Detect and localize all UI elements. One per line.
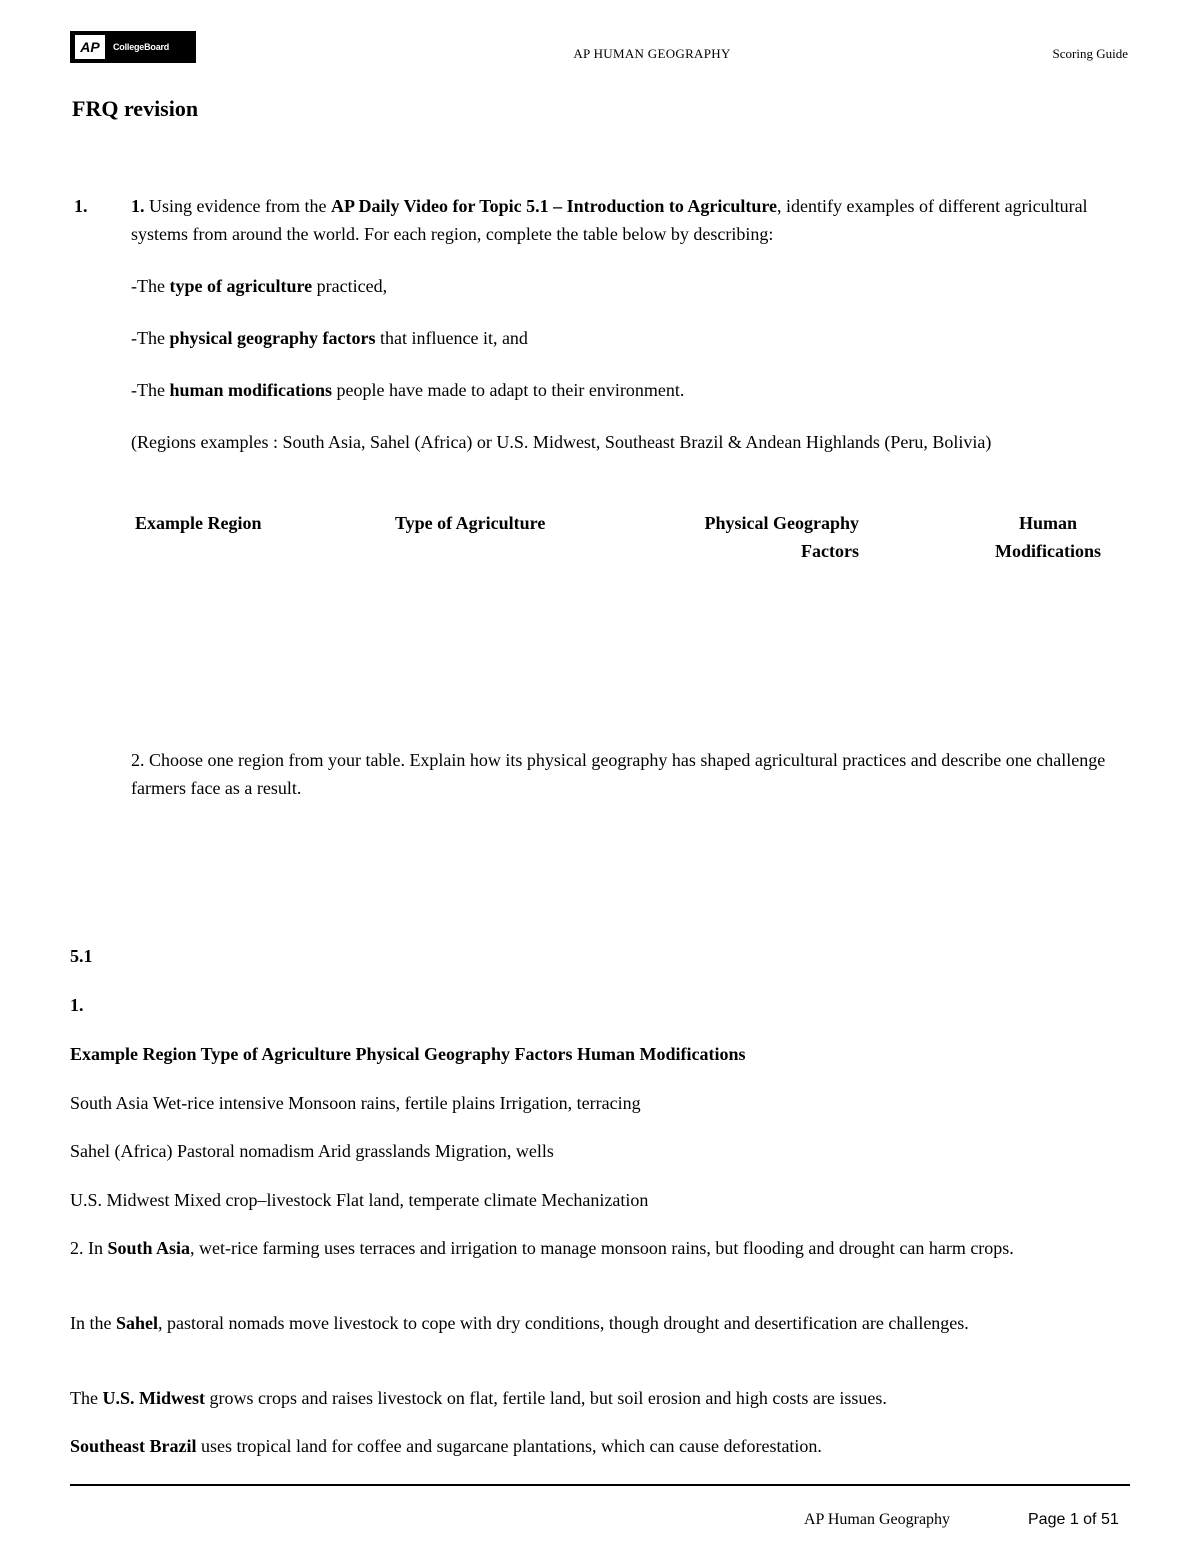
paragraph-prefix: In the xyxy=(70,1313,116,1333)
logo-ap-mark: AP xyxy=(75,35,105,59)
bullet-suffix: that influence it, and xyxy=(375,328,528,348)
answer-section-number: 5.1 xyxy=(70,946,93,966)
bullet-keyword: physical geography factors xyxy=(169,328,376,348)
logo-brand-text: CollegeBoard xyxy=(113,42,170,52)
answer-paragraph-south-asia xyxy=(70,1236,1130,1261)
bullet-human-modifications xyxy=(131,376,684,404)
bullet-keyword: human modifications xyxy=(169,380,333,400)
table-header-physical-geography: Physical Geography Factors xyxy=(704,513,859,561)
question-1-lead-number: 1. xyxy=(131,196,145,216)
header-course-title: AP HUMAN GEOGRAPHY xyxy=(573,46,731,61)
table-header-human-modifications: Human Modifications xyxy=(995,513,1101,561)
paragraph-region: Southeast Brazil xyxy=(70,1436,197,1456)
paragraph-prefix: 2. In xyxy=(70,1238,108,1258)
answer-paragraph-sahel xyxy=(70,1311,1130,1336)
footer-page-number: Page 1 of 51 xyxy=(1028,1511,1119,1528)
question-1-text-b: , identify examples of different agricultural systems from around the world. For each region, complete the table below by describing: xyxy=(131,196,1088,244)
answer-row-us-midwest: U.S. Midwest Mixed crop–livestock Flat land, temperate climate Mechanization xyxy=(70,1190,649,1210)
paragraph-region: Sahel xyxy=(115,1313,158,1333)
footer-divider xyxy=(70,1484,1130,1486)
footer-course-name: AP Human Geography xyxy=(804,1511,951,1528)
bullet-suffix: people have made to adapt to their environment. xyxy=(332,380,685,400)
bullet-prefix: -The xyxy=(131,276,170,296)
answer-row-sahel: Sahel (Africa) Pastoral nomadism Arid grasslands Migration, wells xyxy=(70,1141,554,1161)
paragraph-region: South Asia xyxy=(107,1238,191,1258)
bullet-physical-geography xyxy=(131,324,528,352)
header-scoring-guide: Scoring Guide xyxy=(1052,46,1128,61)
answer-paragraph-us-midwest xyxy=(70,1384,1130,1412)
answer-table-header: Example Region Type of Agriculture Physical Geography Factors Human Modifications xyxy=(70,1044,746,1064)
answer-paragraph-southeast-brazil xyxy=(70,1432,1130,1460)
bullet-suffix: practiced, xyxy=(312,276,388,296)
document-title: FRQ revision xyxy=(72,96,199,121)
bullet-type-of-agriculture xyxy=(131,272,387,300)
paragraph-text: grows crops and raises livestock on flat, fertile land, but soil erosion and high costs are issues. xyxy=(204,1388,887,1408)
question-1-prompt xyxy=(131,192,1116,248)
bullet-prefix: -The xyxy=(131,380,170,400)
table-header-example-region: Example Region xyxy=(135,513,262,533)
question-1-text-a: Using evidence from the xyxy=(144,196,331,216)
table-header-type-of-agriculture: Type of Agriculture xyxy=(395,513,546,533)
question-2-prompt: 2. Choose one region from your table. Explain how its physical geography has shaped agricultural practices and describe one challenge farmers face as a result. xyxy=(131,750,1106,798)
question-1-video-title: AP Daily Video for Topic 5.1 – Introduction to Agriculture xyxy=(330,196,777,216)
paragraph-text: uses tropical land for coffee and sugarcane plantations, which can cause deforestation. xyxy=(196,1436,822,1456)
paragraph-text: , pastoral nomads move livestock to cope with dry conditions, though drought and desertification are challenges. xyxy=(158,1313,969,1333)
question-1-number: 1. xyxy=(74,196,88,216)
paragraph-region: U.S. Midwest xyxy=(102,1388,205,1408)
paragraph-text: , wet-rice farming uses terraces and irrigation to manage monsoon rains, but flooding and drought can harm crops. xyxy=(190,1238,1014,1258)
paragraph-prefix: The xyxy=(70,1388,103,1408)
answer-q1-label: 1. xyxy=(70,995,84,1015)
regions-examples-note: (Regions examples : South Asia, Sahel (Africa) or U.S. Midwest, Southeast Brazil & Andean Highlands (Peru, Bolivia) xyxy=(131,432,992,452)
answer-row-south-asia: South Asia Wet-rice intensive Monsoon rains, fertile plains Irrigation, terracing xyxy=(70,1093,641,1113)
bullet-prefix: -The xyxy=(131,328,170,348)
bullet-keyword: type of agriculture xyxy=(169,276,313,296)
